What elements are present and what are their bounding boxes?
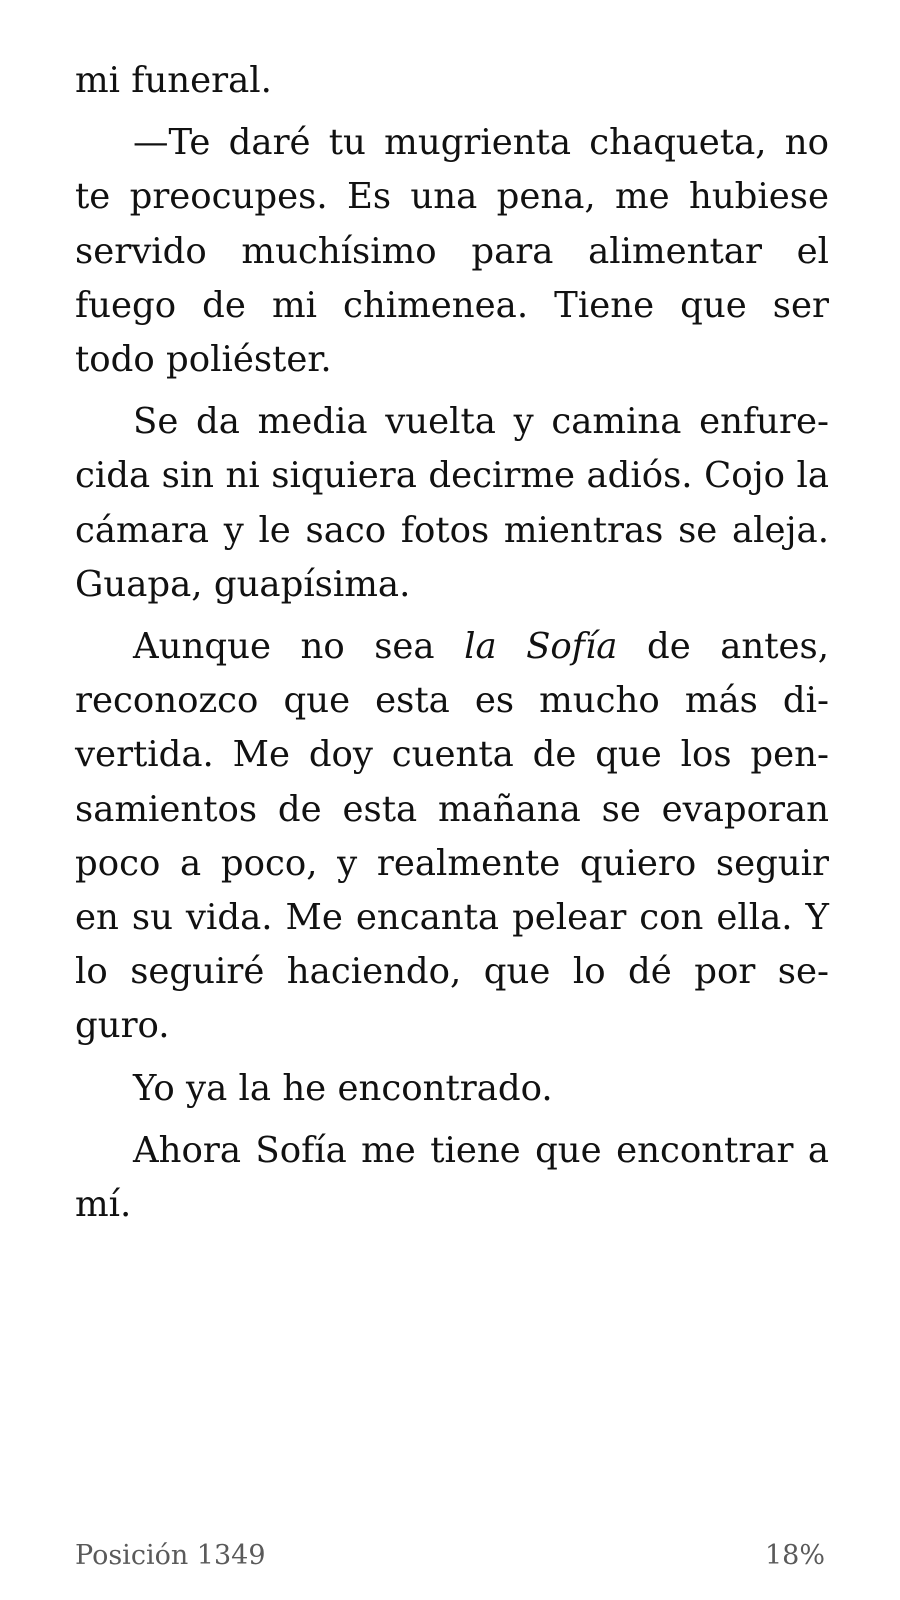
reading-progress-footer: [75, 1540, 825, 1580]
paragraph-closing: Ahora Sofía me tiene que encontrar a mí.: [75, 1129, 829, 1226]
paragraph-found: Yo ya la he encontrado.: [133, 1067, 553, 1109]
reader-page[interactable]: [75, 54, 829, 1240]
percent-read[interactable]: 18%: [764, 1540, 825, 1571]
paragraph-continuation: mi funeral.: [75, 60, 272, 101]
paragraph-walks-away: Se da media vuelta y camina enfurecida sin ni siquiera decirme adiós. Cojo la cámara y le saco fotos mientras se aleja. Guapa, guapísima.: [75, 401, 829, 605]
paragraph-reflection: [75, 620, 829, 1054]
paragraph-reflection-pre: Aunque no sea: [133, 626, 465, 668]
paragraph-dialogue: —Te daré tu mugrienta chaqueta, no te preocupes. Es una pena, me hubiese servido muchísimo para alimentar el fuego de mi chimenea. Tiene que ser todo poliéster.: [75, 122, 829, 381]
paragraph-reflection-post: de antes, reconozco que esta es mucho más divertida. Me doy cuenta de que los pensamientos de esta mañana se evaporan poco a poco, y realmente quiero seguir en su vida. Me encanta pelear con ella. Y lo seguiré haciendo, que lo dé por seguro.: [75, 626, 830, 1047]
emphasized-name: la Sofía: [464, 626, 618, 668]
location-indicator[interactable]: Posición 1349: [75, 1540, 266, 1571]
